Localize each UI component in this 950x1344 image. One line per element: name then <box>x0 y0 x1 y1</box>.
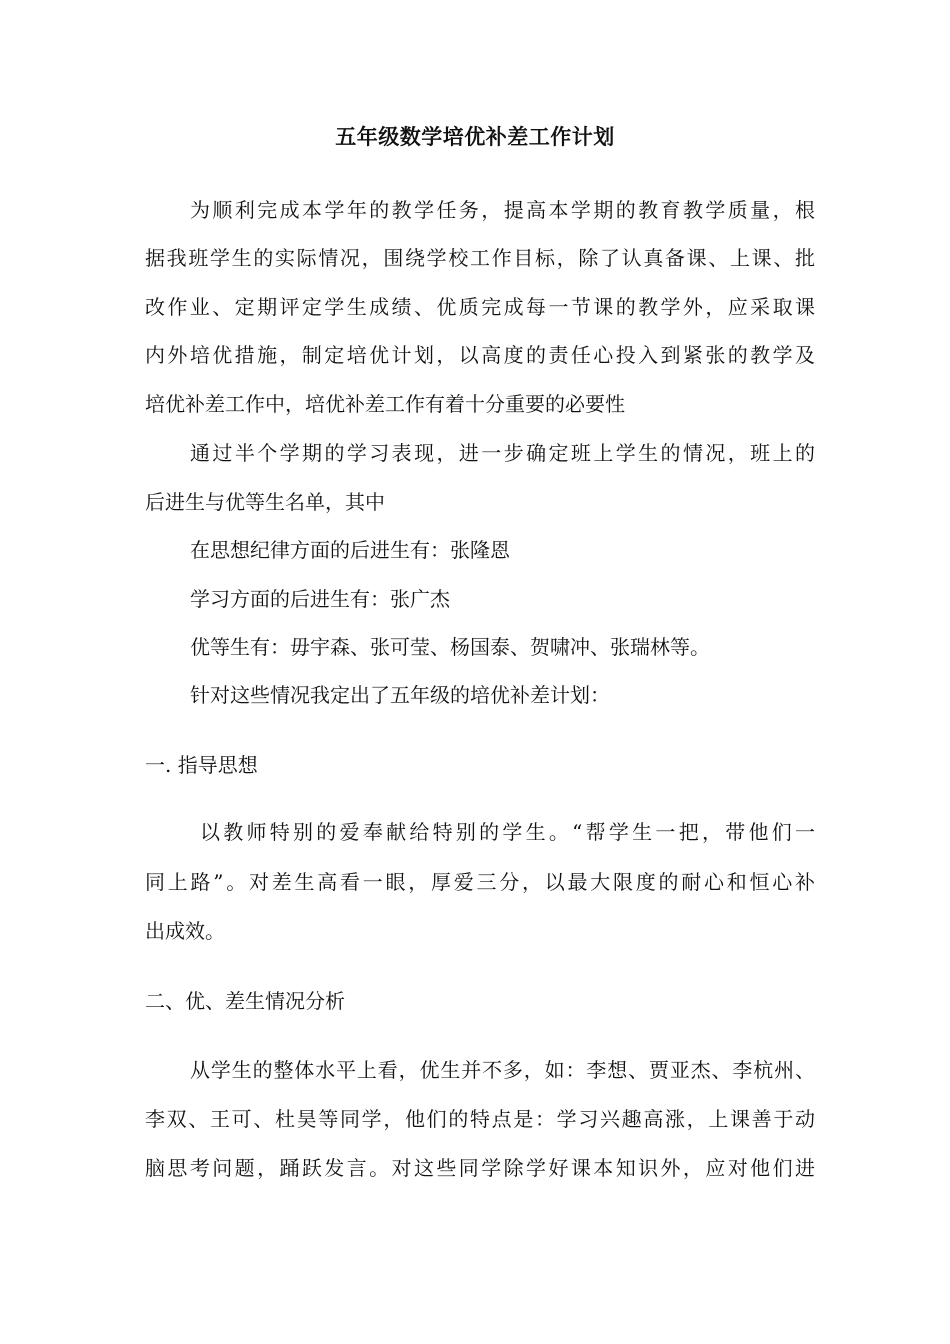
excellent-students: 优等生有：毋宇森、张可莹、杨国泰、贺啸冲、张瑞林等。 <box>190 635 710 659</box>
discipline-laggards: 在思想纪律方面的后进生有：张隆恩 <box>190 538 510 562</box>
section-2-line-1: 从学生的整体水平上看，优生并不多，如：李想、贾亚杰、李杭州、 <box>190 1058 815 1082</box>
section-2-line-2: 李双、王可、杜昊等同学，他们的特点是：学习兴趣高涨，上课善于动 <box>145 1107 815 1131</box>
section-1-line-2: 同上路”。对差生高看一眼，厚爱三分，以最大限度的耐心和恒心补 <box>145 870 815 894</box>
plan-intro: 针对这些情况我定出了五年级的培优补差计划： <box>190 683 610 707</box>
intro-line-1: 为顺利完成本学年的教学任务，提高本学期的教育教学质量，根 <box>190 198 815 222</box>
study-laggards: 学习方面的后进生有：张广杰 <box>190 587 450 611</box>
intro-line-4: 内外培优措施，制定培优计划，以高度的责任心投入到紧张的教学及 <box>145 343 815 367</box>
intro-line-5: 培优补差工作中，培优补差工作有着十分重要的必要性 <box>145 392 625 416</box>
document-title: 五年级数学培优补差工作计划 <box>335 124 615 149</box>
intro-line-3: 改作业、定期评定学生成绩、优质完成每一节课的教学外，应采取课 <box>145 295 815 319</box>
section-1-line-3: 出成效。 <box>145 919 225 943</box>
section-1-line-1: 以教师特别的爱奉献给特别的学生。“帮学生一把，带他们一 <box>200 820 815 844</box>
students-line-1: 通过半个学期的学习表现，进一步确定班上学生的情况，班上的 <box>190 441 815 465</box>
intro-line-2: 据我班学生的实际情况，围绕学校工作目标，除了认真备课、上课、批 <box>145 246 815 270</box>
students-line-2: 后进生与优等生名单，其中 <box>145 490 385 514</box>
section-2-line-3: 脑思考问题，踊跃发言。对这些同学除学好课本知识外，应对他们进 <box>145 1156 815 1180</box>
section-1-heading: 一. 指导思想 <box>145 753 258 777</box>
section-2-heading: 二、优、差生情况分析 <box>145 989 345 1013</box>
